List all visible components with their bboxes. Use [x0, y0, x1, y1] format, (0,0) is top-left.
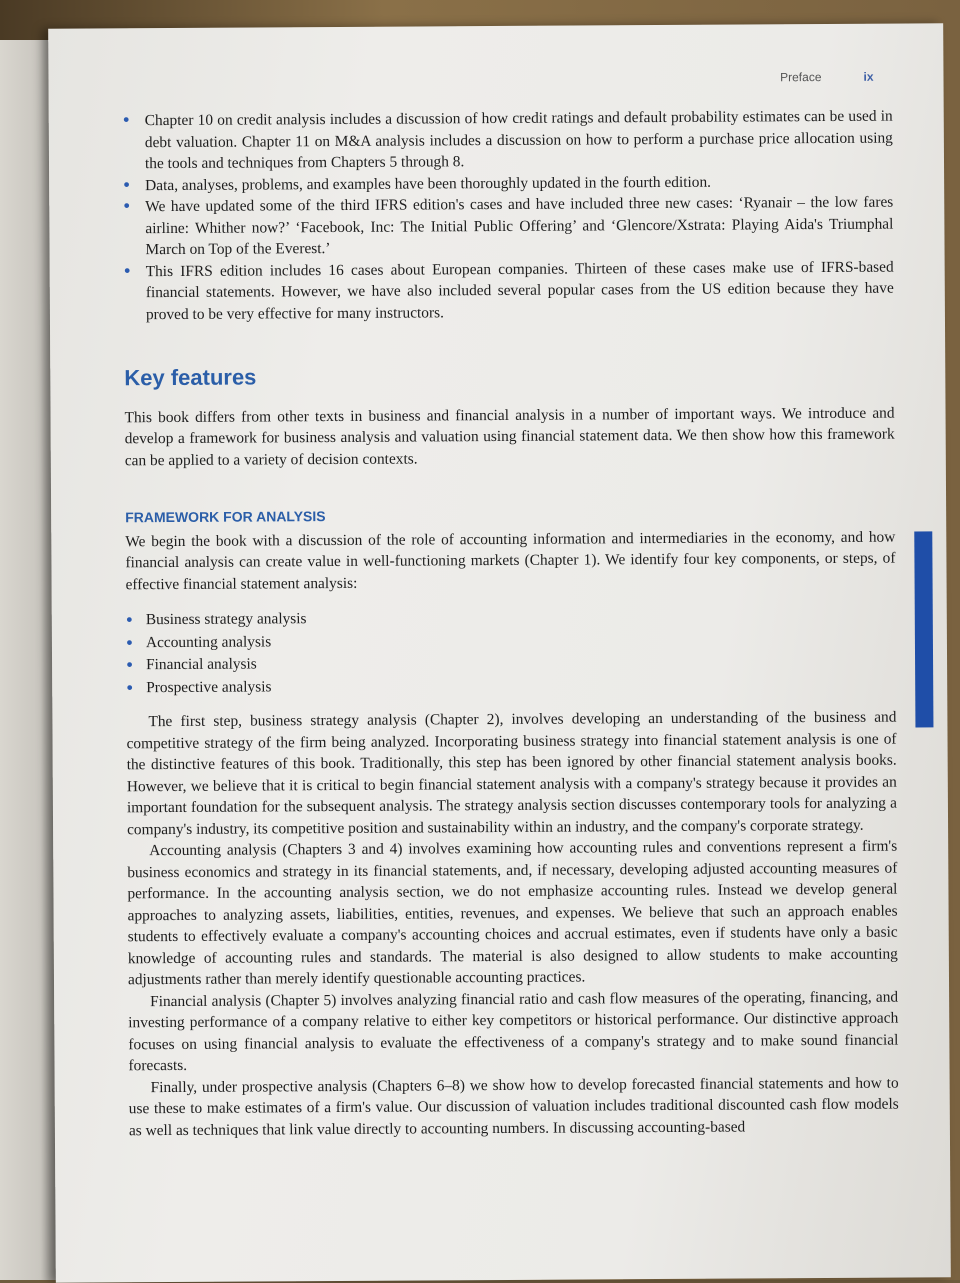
book-page	[48, 23, 951, 1282]
analysis-steps-list	[126, 605, 897, 700]
running-header	[780, 70, 873, 85]
page-number: ix	[863, 69, 874, 84]
subheading-framework: FRAMEWORK FOR ANALYSIS	[125, 508, 326, 526]
paragraph-financial-analysis: Financial analysis (Chapter 5) involves analyzing financial ratio and cash flow measures of the operating, financing, and investing performance of a company relative to either key competitors or historical performance. Our distinctive approach focuses on using financial analysis to evaluate the effectiveness of a company's strategy and to make sound financial forecasts.	[128, 988, 899, 1075]
list-item: • This IFRS edition includes 16 cases about European companies. Thirteen of these cases make use of IFRS-based financial statements. However, we have also included several popular cases from the US edition because they have proved to be very effective for many instructors.	[124, 256, 894, 325]
framework-intro: We begin the book with a discussion of the role of accounting information and intermediaries in the economy, and how financial analysis can create value in well-functioning markets (Chapter 1). We identify four key components, or steps, of effective financial statement analysis:	[125, 528, 896, 593]
list-item: • We have updated some of the third IFRS edition's cases and have included three new cases: ‘Ryanair – the low fares airline: Whither now?’ ‘Facebook, Inc: The Initial Public Offering’ and ‘Glencore/Xstrata: Playing Aida's Triumphal March on Top of the Everest.’	[123, 192, 893, 261]
list-item: • Prospective analysis	[126, 672, 896, 699]
section-heading-key-features: Key features	[124, 364, 257, 391]
list-item: • Accounting analysis	[126, 627, 896, 654]
list-item: • Business strategy analysis	[126, 605, 896, 632]
header-title: Preface	[780, 70, 822, 85]
list-item: • Financial analysis	[126, 650, 896, 677]
edition-changes-list	[123, 106, 894, 326]
paragraph-prospective-analysis: Finally, under prospective analysis (Chapters 6–8) we show how to develop forecasted financial statements and how to use these to make estimates of a firm's value. Our discussion of valuation includes traditional discounted cash flow models as well as techniques that link value directly to accounting numbers. In discussing accounting-based	[128, 1074, 899, 1139]
page-content	[123, 106, 899, 1142]
paragraph-strategy-analysis: The first step, business strategy analysis (Chapter 2), involves developing an understanding of the business and competitive strategy of the firm being analyzed. Incorporating business strategy into financial statement analysis is one of the distinctive features of this book. Traditionally, this step has been ignored by other financial statement analysis books. However, we believe that it is critical to begin financial statement analysis with a company's strategy because it provides an important foundation for the subsequent analysis. The strategy analysis section discusses contemporary tools for analyzing a company's industry, its competitive position and sustainability within an industry, and the company's corporate strategy.	[126, 708, 897, 838]
list-item: • Chapter 10 on credit analysis includes a discussion of how credit ratings and default probability estimates can be used in debt valuation. Chapter 11 on M&A analysis includes a discussion on how to perform a purchase price allocation using the tools and techniques from Chapters 5 through 8.	[123, 106, 893, 175]
key-features-intro: This book differs from other texts in business and financial analysis in a number of important ways. We introduce and develop a framework for business analysis and valuation using financial statement data. We then show how this framework can be applied to a variety of decision contexts.	[124, 404, 895, 469]
section-edge-tab	[914, 531, 933, 727]
paragraph-accounting-analysis: Accounting analysis (Chapters 3 and 4) involves examining how accounting rules and conventions represent a firm's business economics and strategy in its financial statements, and, if necessary, developing adjusted accounting measures of performance. In the accounting analysis section, we do not emphasize accounting rules. Instead we develop general approaches to analyzing assets, liabilities, entities, revenues, and expenses. We believe that such an approach enables students to effectively evaluate a company's accounting choices and accrual estimates, even if students have only a basic knowledge of accounting rules and standards. The material is also designed to allow students to make accounting adjustments rather than merely identify questionable accounting practices.	[127, 837, 898, 989]
list-item: • Data, analyses, problems, and examples have been thoroughly updated in the fourth edition.	[123, 170, 893, 196]
